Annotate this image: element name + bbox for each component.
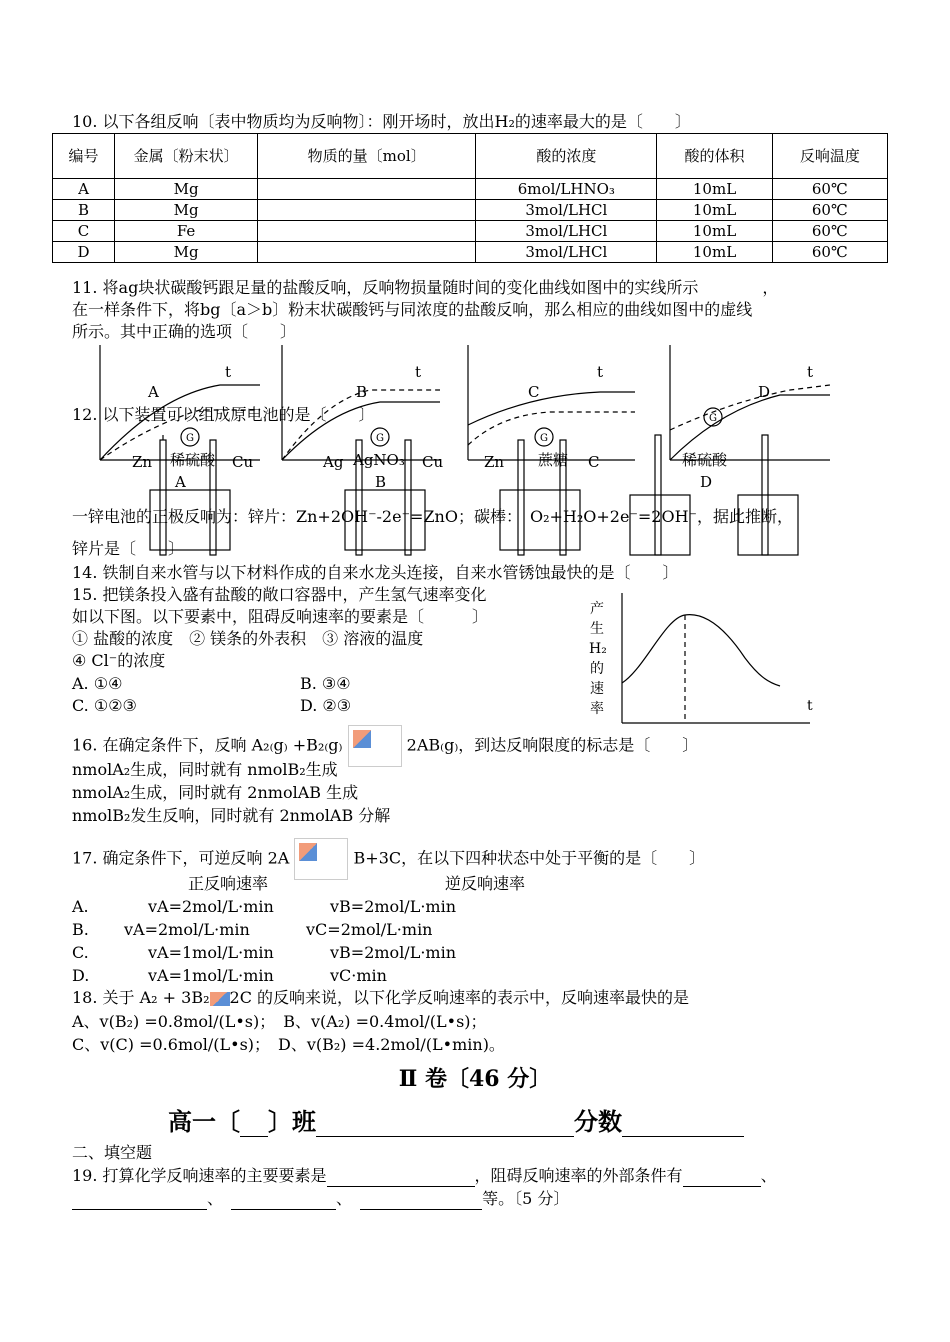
table-cell: D [53, 242, 115, 263]
q17-row-1-col-1: vA=2mol/L·min [124, 920, 250, 939]
q12-stem: 12. 以下装置可以组成原电池的是〔 〕 [72, 405, 375, 424]
q19-line1 [72, 1165, 777, 1187]
cell-a-right: Cu [232, 453, 254, 471]
q10-header: 编号 [53, 134, 115, 179]
table-row [53, 179, 888, 200]
q10-header: 金属〔粉末状〕 [115, 134, 258, 179]
q10-table [52, 133, 888, 263]
graph-b-xlabel: t [415, 363, 422, 381]
q15-y5: 速 [590, 681, 604, 697]
q15-line3: ① 盐酸的浓度 ② 镁条的外表积 ③ 溶液的温度 [72, 629, 424, 648]
q17-row-3-col-2: vC·min [330, 966, 387, 985]
q18-l1: A、v(B₂) =0.8mol/(L•s)； B、v(A₂) =0.4mol/(L•s)； [72, 1012, 487, 1031]
graph-d-label: D [758, 383, 771, 401]
q13-line2: 锌片是〔 〕 [72, 539, 185, 558]
q15-opt-a: A. ①④ [72, 674, 123, 693]
table-cell: 60℃ [772, 200, 887, 221]
meter-c: G [540, 433, 548, 444]
cell-c-mid: 蔗糖 [538, 451, 569, 469]
q11-line2: 在一样条件下，将bg〔a＞b〕粉末状碳酸钙与同浓度的盐酸反响，那么相应的曲线如图中的虚线 [72, 300, 753, 319]
equilibrium-arrow-icon [210, 992, 230, 1006]
q15-x: t [807, 698, 813, 714]
table-cell: 60℃ [772, 242, 887, 263]
table-cell [258, 242, 476, 263]
cell-b-mid: AgNO₃ [353, 451, 405, 469]
q14-stem: 14. 铁制自来水管与以下材料作成的自来水龙头连接，自来水管锈蚀最快的是〔 〕 [72, 563, 679, 582]
table-cell: 60℃ [772, 221, 887, 242]
class-pre: 高一〔 [168, 1107, 240, 1136]
q15-line4: ④ Cl⁻的浓度 [72, 651, 166, 670]
graph-c-label: C [528, 383, 540, 401]
cell-d-mid: 稀硫酸 [682, 451, 728, 469]
meter-b: G [376, 433, 384, 444]
q17-row-0-col-2: vB=2mol/L·min [330, 897, 456, 916]
table-cell: C [53, 221, 115, 242]
q17-row-3-col-1: vA=1mol/L·min [148, 966, 274, 985]
q18-stem [72, 987, 689, 1009]
q16-l3: nmolB₂发生反响，同时就有 2nmolAB 分解 [72, 806, 391, 825]
table-cell: 10mL [657, 221, 772, 242]
table-row [53, 242, 888, 263]
q15-y3: H₂ [589, 641, 607, 657]
q17-row-2-col-1: vA=1mol/L·min [148, 943, 274, 962]
equilibrium-arrow-icon [294, 838, 348, 880]
q10-header: 酸的体积 [657, 134, 772, 179]
table-row [53, 221, 888, 242]
table-cell: 10mL [657, 200, 772, 221]
q15-opt-c: C. ①②③ [72, 696, 137, 715]
cell-a-label: A [175, 473, 186, 491]
q10-header: 反响温度 [772, 134, 887, 179]
score-blank[interactable] [622, 1136, 744, 1137]
table-cell: 10mL [657, 242, 772, 263]
q19-blank5[interactable] [360, 1209, 482, 1210]
q17-row-0-col-1: vA=2mol/L·min [148, 897, 274, 916]
q15-y4: 的 [590, 661, 604, 677]
q11-q12-figure [60, 340, 850, 565]
q16-pre: 16. 在确定条件下，反响 A₂₍g₎ +B₂₍g₎ [72, 735, 343, 755]
q17-stem [72, 838, 705, 880]
q19-l2b: 、 [336, 1189, 345, 1208]
q19-blank2[interactable] [683, 1186, 761, 1187]
table-cell: Mg [115, 200, 258, 221]
graph-a-xlabel: t [225, 363, 232, 381]
q17-h2: 逆反响速率 [445, 874, 526, 893]
q15-opt-b: B. ③④ [300, 674, 351, 693]
graph-c-xlabel: t [597, 363, 604, 381]
class-mid: 〕班 [268, 1107, 316, 1136]
table-cell: 60℃ [772, 179, 887, 200]
cell-c-right: C [588, 453, 600, 471]
cell-d-label: D [700, 473, 713, 491]
q17-row-3-col-0: D. [72, 966, 90, 985]
q15-line1: 15. 把镁条投入盛有盐酸的敞口容器中，产生氢气速率变化 [72, 585, 487, 604]
table-cell: B [53, 200, 115, 221]
q19-blank1[interactable] [327, 1186, 475, 1187]
q19-blank4[interactable] [231, 1209, 336, 1210]
class-blank[interactable] [240, 1136, 268, 1137]
fill-head: 二、填空题 [72, 1143, 153, 1162]
score-label: 分数 [574, 1107, 622, 1136]
name-blank[interactable] [316, 1136, 574, 1137]
table-cell: A [53, 179, 115, 200]
q11-line1: 11. 将ag块状碳酸钙跟足量的盐酸反响，反响物损量随时间的变化曲线如图中的实线所示 ， [72, 278, 779, 297]
table-cell: 3mol/LHCl [476, 242, 657, 263]
cell-b-left: Ag [323, 453, 344, 471]
q19-l1c: 、 [760, 1166, 777, 1185]
q16-l1: nmolA₂生成，同时就有 nmolB₂生成 [72, 760, 338, 779]
q17-row-1-col-0: B. [72, 920, 89, 939]
table-cell: 10mL [657, 179, 772, 200]
q15-y6: 率 [590, 701, 604, 717]
table-cell: 3mol/LHCl [476, 200, 657, 221]
table-cell [258, 200, 476, 221]
q10-stem: 10. 以下各组反响〔表中物质均为反响物〕：刚开场时，放出H₂的速率最大的是〔 〕 [72, 112, 691, 131]
q19-line2 [72, 1188, 569, 1210]
q17-row-2-col-2: vB=2mol/L·min [330, 943, 456, 962]
q16-post: 2AB₍g₎，到达反响限度的标志是〔 〕 [406, 735, 699, 755]
q19-l1a: 19. 打算化学反响速率的主要要素是 [72, 1166, 327, 1185]
q19-l2a: 、 [207, 1189, 216, 1208]
q18-l2: C、v(C) =0.6mol/(L•s)； D、v(B₂) =4.2mol/(L•min)。 [72, 1035, 505, 1054]
q19-l2c: 等。〔5 分〕 [482, 1189, 570, 1208]
part2-title: Ⅱ 卷〔46 分〕 [398, 1066, 552, 1092]
q16-l2: nmolA₂生成，同时就有 2nmolAB 生成 [72, 783, 359, 802]
cell-a-mid: 稀硫酸 [170, 451, 216, 469]
cell-b-label: B [375, 473, 387, 491]
q15-y1: 产 [590, 601, 604, 617]
meter-d: G [709, 413, 717, 424]
meter-a: G [186, 433, 194, 444]
q10-header: 物质的量〔mol〕 [258, 134, 476, 179]
q10-header: 酸的浓度 [476, 134, 657, 179]
q15-opt-d: D. ②③ [300, 696, 352, 715]
class-line [168, 1102, 744, 1137]
cell-a-left: Zn [132, 453, 153, 471]
equilibrium-arrow-icon [348, 725, 402, 767]
q17-h1: 正反响速率 [188, 874, 269, 893]
graph-a-label: A [148, 383, 159, 401]
q18-post: 2C 的反响来说，以下化学反响速率的表示中，反响速率最快的是 [229, 988, 690, 1007]
table-row [53, 200, 888, 221]
table-cell [258, 221, 476, 242]
table-cell [258, 179, 476, 200]
q15-line2: 如以下图。以下要素中，阻碍反响速率的要素是〔 〕 [72, 607, 489, 626]
q17-row-2-col-0: C. [72, 943, 89, 962]
cell-c-left: Zn [484, 453, 505, 471]
q15-rate-graph [585, 588, 825, 728]
graph-d-xlabel: t [807, 363, 814, 381]
cell-b-right: Cu [422, 453, 444, 471]
q19-blank3[interactable] [72, 1209, 207, 1210]
q11-line3: 所示。其中正确的选项〔 〕 [72, 322, 297, 341]
table-cell: 3mol/LHCl [476, 221, 657, 242]
graph-b-label: B [356, 383, 368, 401]
q19-l1b: ，阻碍反响速率的外部条件有 [474, 1166, 683, 1185]
q13-line1: 一锌电池的正极反响为：锌片：Zn+2OH⁻-2e⁻=ZnO；碳棒： O₂+H₂O+2e⁻=2OH⁻，据此推断， [72, 507, 793, 526]
table-cell: Mg [115, 242, 258, 263]
q17-pre: 17. 确定条件下，可逆反响 2A [72, 848, 290, 868]
table-cell: 6mol/LHNO₃ [476, 179, 657, 200]
q18-pre: 18. 关于 A₂ + 3B₂ [72, 988, 210, 1007]
q17-row-1-col-2: vC=2mol/L·min [306, 920, 433, 939]
table-cell: Fe [115, 221, 258, 242]
q15-y2: 生 [590, 621, 604, 637]
q17-post: B+3C，在以下四种状态中处于平衡的是〔 〕 [353, 848, 706, 868]
table-cell: Mg [115, 179, 258, 200]
q17-row-0-col-0: A. [72, 897, 89, 916]
